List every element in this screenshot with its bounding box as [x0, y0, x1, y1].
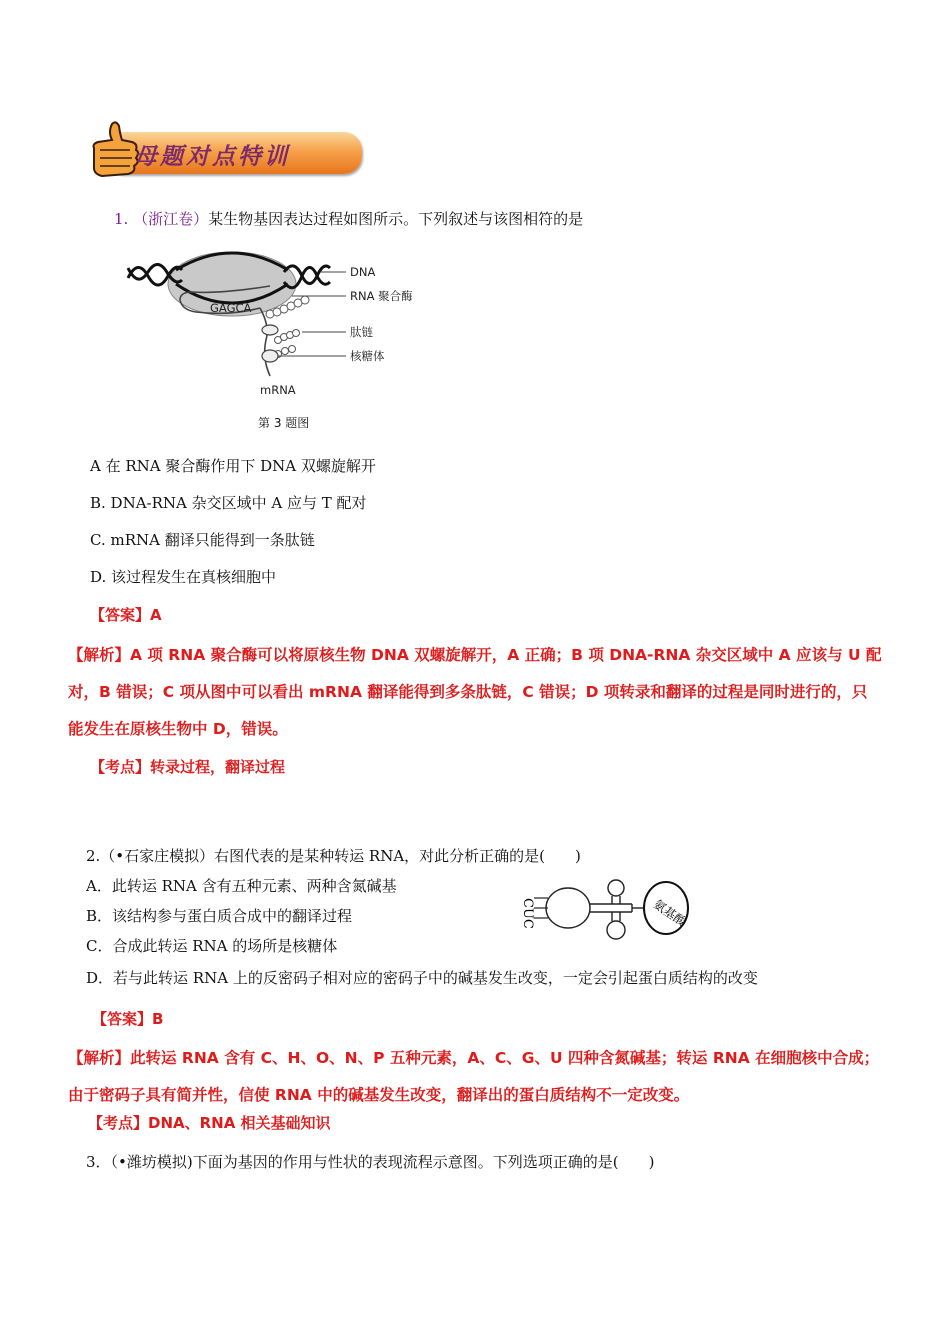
amino-acid-label: 氨基酸: [651, 897, 689, 930]
q1-analysis-line-3: 能发生在原核生物中 D，错误。: [68, 720, 288, 738]
q1-source: （浙江卷）: [133, 210, 209, 228]
d-loop: [608, 880, 624, 896]
t-loop: [607, 921, 625, 939]
q1-option-b: B. DNA-RNA 杂交区域中 A 应与 T 配对: [90, 494, 367, 512]
q2-kaodian: 【考点】DNA、RNA 相关基础知识: [88, 1114, 331, 1132]
q1-number: 1.: [114, 210, 129, 228]
q1-answer: 【答案】A: [90, 606, 162, 624]
q1-stem: 某生物基因表达过程如图所示。下列叙述与该图相符的是: [208, 210, 584, 228]
q1-kaodian: 【考点】转录过程，翻译过程: [90, 758, 286, 776]
q2-analysis-line-1: 【解析】此转运 RNA 含有 C、H、O、N、P 五种元素，A、C、G、U 四种含氮碱基；转运 RNA 在细胞核中合成；: [68, 1049, 880, 1067]
ribosome-upper: [262, 325, 278, 335]
q2-option-c: C．合成此转运 RNA 的场所是核糖体: [86, 937, 338, 955]
q1-stem-line: [114, 208, 583, 229]
sequence-label: GAGCA: [210, 301, 252, 315]
gene-expression-figure: [120, 236, 420, 406]
q2-option-a: A．此转运 RNA 含有五种元素、两种含氮碱基: [86, 877, 397, 895]
peptide-chain-lower: [275, 330, 300, 358]
anticodon-loop: [546, 888, 590, 928]
banner-title: 母题对点特训: [134, 144, 290, 170]
q2-stem: 2.（•石家庄模拟）右图代表的是某种转运 RNA，对此分析正确的是( ): [86, 847, 581, 865]
q2-answer: 【答案】B: [92, 1010, 164, 1028]
q2-analysis-line-2: 由于密码子具有简并性，信使 RNA 中的碱基发生改变，翻译出的蛋白质结构不一定改变。: [68, 1086, 690, 1104]
anticodon-label: CUC: [520, 898, 535, 929]
trna-figure: [520, 878, 720, 954]
q1-option-d: D. 该过程发生在真核细胞中: [90, 568, 277, 586]
label-dna: DNA: [350, 265, 376, 279]
q1-option-c: C. mRNA 翻译只能得到一条肽链: [90, 531, 315, 549]
q3-stem: 3．（•潍坊模拟)下面为基因的作用与性状的表现流程示意图。下列选项正确的是( ): [86, 1153, 655, 1171]
q2-option-d: D．若与此转运 RNA 上的反密码子相对应的密码子中的碱基发生改变，一定会引起蛋白质结构的改变: [86, 969, 758, 987]
q2-option-b: B．该结构参与蛋白质合成中的翻译过程: [86, 907, 353, 925]
label-peptide: 肽链: [350, 325, 373, 339]
ribosome-lower: [262, 350, 278, 362]
label-ribosome: 核糖体: [350, 349, 385, 363]
section-banner: [86, 118, 364, 184]
label-mrna: mRNA: [260, 383, 296, 397]
q1-option-a: A 在 RNA 聚合酶作用下 DNA 双螺旋解开: [90, 457, 376, 475]
figure-caption: 第 3 题图: [258, 416, 310, 430]
label-polymerase: RNA 聚合酶: [350, 289, 413, 303]
q1-analysis-line-2: 对，B 错误；C 项从图中可以看出 mRNA 翻译能得到多条肽链，C 错误；D 项转录和翻译的过程是同时进行的，只: [68, 683, 868, 701]
q1-analysis-line-1: 【解析】A 项 RNA 聚合酶可以将原核生物 DNA 双螺旋解开，A 正确；B 项 DNA-RNA 杂交区域中 A 应该与 U 配: [68, 646, 882, 664]
